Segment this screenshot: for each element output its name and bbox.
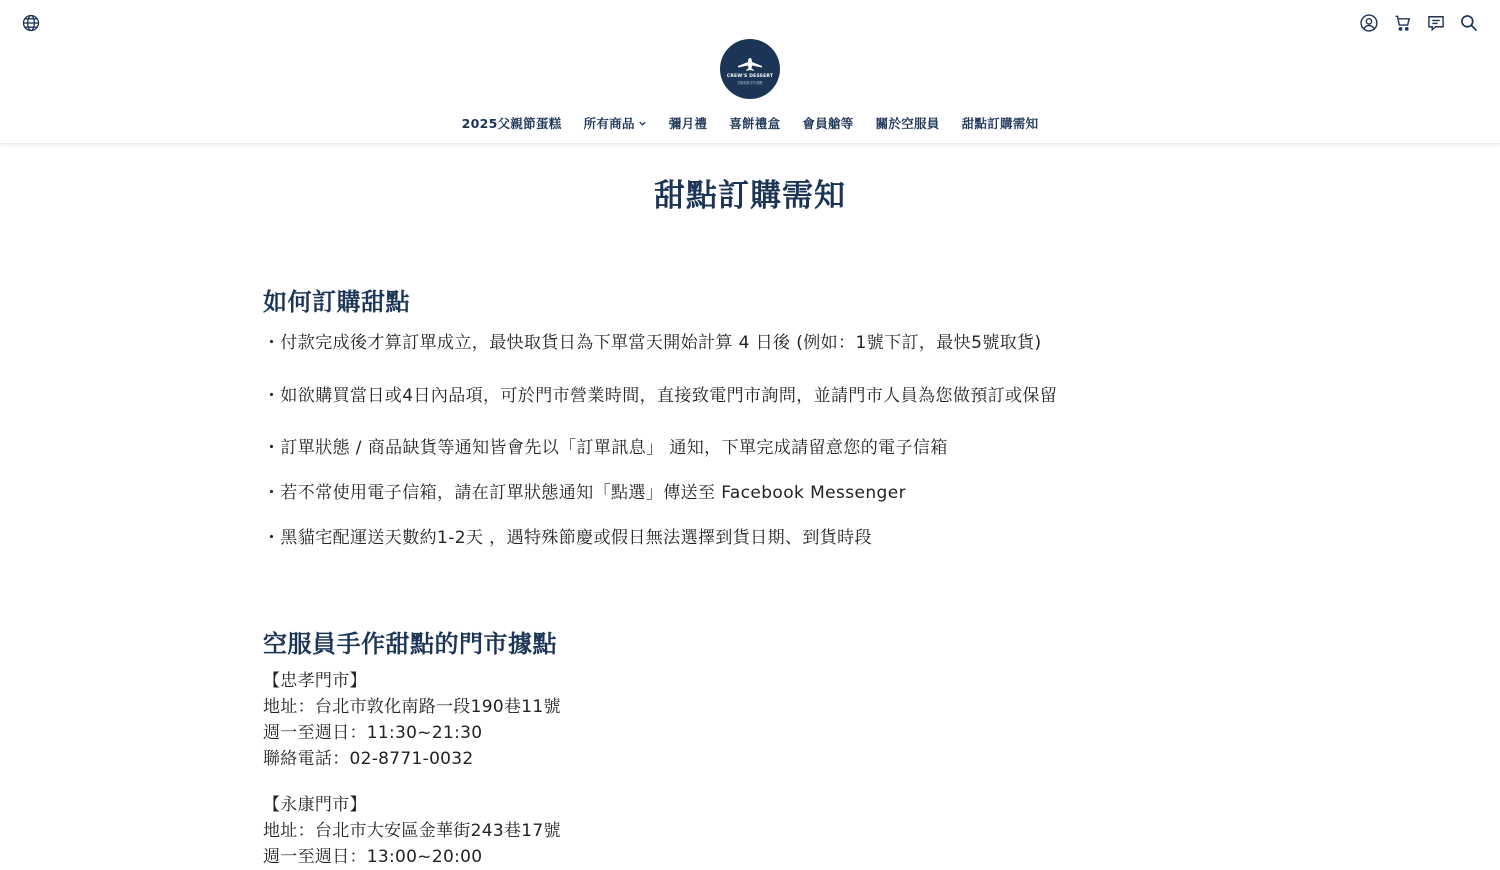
store-hours: 週一至週日：13:00~20:00 [263, 847, 483, 867]
airplane-logo-icon [737, 57, 763, 71]
order-info-item: ・若不常使用電子信箱，請在訂單狀態通知「點選」傳送至 Facebook Messenger [263, 483, 906, 503]
nav-item-baby-gift[interactable] [669, 114, 707, 132]
nav-item-label: 所有商品 [583, 116, 635, 131]
logo-text: CREW'S DESSERT [726, 74, 774, 79]
store-info [263, 792, 561, 870]
store-info [263, 668, 561, 772]
logo-subtext: 空服員的手作甜點 [737, 81, 763, 85]
nav-item-label: 會員艙等 [802, 116, 854, 131]
store-hours: 週一至週日：11:30~21:30 [263, 723, 483, 743]
nav-item-all-products[interactable] [584, 114, 647, 132]
order-info-item: ・如欲購買當日或4日內品項，可於門市營業時間，直接致電門市詢問，並請門市人員為您做預訂或保留 [263, 386, 1058, 406]
message-icon[interactable] [1424, 11, 1448, 35]
chevron-down-icon [638, 119, 647, 128]
main-nav [0, 112, 1500, 134]
store-name: 【永康門市】 [263, 795, 367, 815]
section-heading-stores: 空服員手作甜點的門市據點 [263, 630, 557, 658]
nav-item-label: 彌月禮 [668, 116, 708, 131]
order-info-item: ・付款完成後才算訂單成立，最快取貨日為下單當天開始計算 4 日後 (例如：1號下訂，最快5號取貨) [263, 333, 1042, 353]
nav-item-about[interactable] [876, 114, 940, 132]
nav-item-label: 喜餅禮盒 [729, 116, 781, 131]
globe-icon[interactable] [19, 11, 43, 35]
nav-item-order-info[interactable] [962, 114, 1039, 132]
store-name: 【忠孝門市】 [263, 671, 367, 691]
order-info-item: ・訂單狀態 / 商品缺貨等通知皆會先以「訂單訊息」 通知，下單完成請留意您的電子信箱 [263, 438, 948, 458]
section-heading-how-to-order: 如何訂購甜點 [263, 288, 410, 316]
user-circle-icon[interactable] [1357, 11, 1381, 35]
cart-icon[interactable] [1391, 11, 1415, 35]
store-phone: 聯絡電話：02-8771-0032 [263, 749, 474, 769]
site-header [0, 0, 1500, 144]
main-content [0, 144, 1500, 867]
store-address: 地址：台北市敦化南路一段190巷11號 [263, 697, 561, 717]
order-info-item: ・黑貓宅配運送天數約1-2天 ，遇特殊節慶或假日無法選擇到貨日期、到貨時段 [263, 528, 872, 548]
search-icon[interactable] [1457, 11, 1481, 35]
nav-item-member-class[interactable] [802, 114, 853, 132]
nav-item-label: 甜點訂購需知 [961, 116, 1039, 131]
site-logo[interactable] [720, 39, 780, 99]
page-title: 甜點訂購需知 [654, 178, 846, 214]
nav-item-label: 關於空服員 [875, 116, 940, 131]
nav-item-wedding-gift-box[interactable] [729, 114, 780, 132]
nav-item-fathers-day-cake[interactable] [462, 114, 562, 132]
store-address: 地址：台北市大安區金華街243巷17號 [263, 821, 561, 841]
nav-item-label: 2025父親節蛋糕 [461, 116, 562, 131]
